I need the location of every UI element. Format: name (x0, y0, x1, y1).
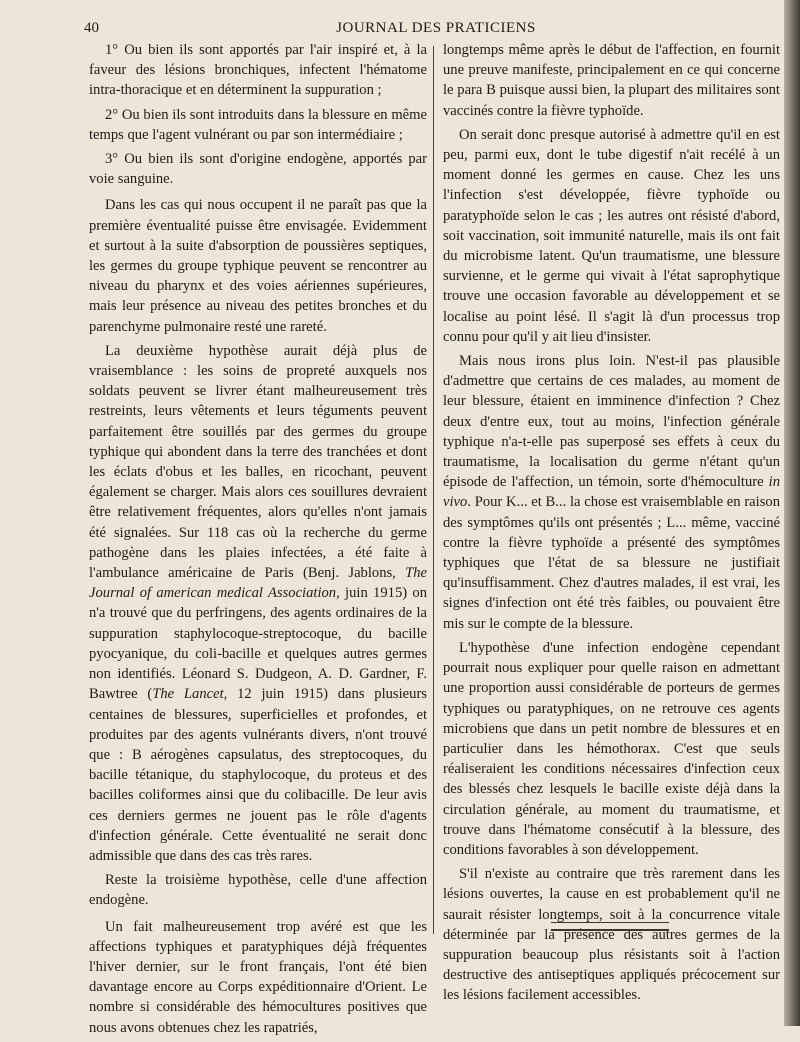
column-rule (433, 46, 434, 934)
text-run: . Pour K... et B... la chose est vraisemblable en raison des symptômes qu'ils ont présentés ; L... même, vacciné contre la fièvre typhoïde a présenté des symptômes typhiques que l'état de sa blessure ne justifiait qu'insuffisamment. Chez d'autres malades, il est vrai, les signes d'infection ont été très faibles, ou pouvaient être mis sur le compte de la blessure. (443, 494, 780, 632)
latin-term: in vivo (443, 474, 780, 511)
paragraph: Dans les cas qui nous occupent il ne paraît pas que la première éventualité puisse être envisagée. Evidemment et surtout à la suite d'absorption de poussières septiques, les germes du groupe typhique peuvent se rencontrer au niveau du pharynx et des voies aériennes supérieures, mais leur présence au niveau des petites bronches et du parenchyme pulmonaire resté une rareté. (89, 197, 427, 335)
page-binding-edge (784, 0, 800, 1026)
paragraph: longtemps même après le début de l'affection, en fournit une preuve manifeste, principalement en ce qui concerne le para B puisque aussi bien, la plupart des militaires sont vaccinés contre la fièvre typhoïde. (443, 42, 780, 119)
paragraph: S'il n'existe au contraire que très rarement dans les lésions ouvertes, la cause en est probablement qu'il ne saurait résister longtemps, soit à la concurrence vitale déterminée par la présence des autres germes de la suppuration beaucoup plus résistants soit à l'action destructive des antiseptiques appliqués précocement sur les lésions facilement accessibles. (443, 866, 780, 1004)
paragraph: Un fait malheureusement trop avéré est que les affections typhiques et paratyphiques déjà fréquentes l'hiver dernier, sur le front français, l'ont été bien davantage encore au Corps expéditionnaire d'Orient. Le nombre si considérable des hémocultures positives que nous avons obtenues chez les rapatriés, (89, 918, 427, 1036)
paragraph: 3° Ou bien ils sont d'origine endogène, apportés par voie sanguine. (89, 151, 427, 188)
journal-title: JOURNAL DES PRATICIENS (336, 20, 536, 36)
paragraph: On serait donc presque autorisé à admettre qu'il en est peu, parmi eux, dont le tube digestif n'ait recélé à un moment donné les germes en cause. Chez les uns l'infection s'est développée, fièvre typhoïde ou paratyphoïde selon le cas ; les autres ont résisté d'abord, soit vaccination, soit immunité naturelle, mais ils ont fait du microbisme latent. Qu'un traumatisme, une blessure survienne, et le germe qui vivait à l'état saprophytique trouve une occasion favorable au développement et se localise au point lésé. Il s'agit là d'un processus trop connu pour qu'il y ait lieu d'insister. (443, 126, 780, 345)
left-column (89, 40, 427, 1042)
text-run: , 12 juin 1915) dans plusieurs centaines de blessures, superficielles et profondes, et produites par des agents vulnérants divers, n'ont trouvé que : B aérogènes capsulatus, des streptocoques, du bacille tétanique, du staphylocoque, du proteus et des bacilles coliformes ainsi que du colibacille. De leur avis ces derniers germes ne jouent pas le rôle d'agents d'infection générale. Cette éventualité ne serait donc admissible que dans des cas très rares. (89, 686, 427, 864)
paragraph: Reste la troisième hypothèse, celle d'une affection endogène. (89, 872, 427, 909)
citation-title: The Journal of american medical Association (89, 565, 427, 602)
paragraph: L'hypothèse d'une infection endogène cependant pourrait nous expliquer pour quelle raison en admettant une proportion aussi considérable de porteurs de germes typhiques ou paratyphiques, on ne retrouve ces agents microbiens que dans un petit nombre de blessures et en particulier dans les hémothorax. C'est que seuls réaliseraient les conditions nécessaires d'infection ceux des blessés chez lesquels le bacille existe déjà dans la circulation générale, au moment du traumatisme, et trouve dans l'hématome consécutif à la blessure, des conditions favorables à son développement. (443, 639, 780, 858)
text-run: Mais nous irons plus loin. N'est-il pas plausible d'admettre que certains de ces malades, au moment de leur blessure, étaient en imminence d'infection ? Chez deux d'entre eux, tout au moins, l'infection générale typhique n'a-t-elle pas superposé ses effets à ceux du traumatisme, la localisation du germe n'étant qu'un épisode de l'affection, un témoin, sorte d'hémoculture (443, 353, 780, 491)
paragraph: 1° Ou bien ils sont apportés par l'air inspiré et, à la faveur des lésions bronchiques, infectent l'hématome intra-thoracique et en déterminent la suppuration ; (89, 42, 427, 99)
paragraph: 2° Ou bien ils sont introduits dans la blessure en même temps que l'agent vulnérant ou par son intermédiaire ; (89, 106, 427, 143)
paragraph (443, 351, 780, 634)
end-ornament-rule (551, 922, 669, 931)
text-run: , juin 1915) on n'a trouvé que du perfringens, des agents ordinaires de la suppuration staphylocoque-streptocoque, du bacille pyocyanique, du coli-bacille et quelques autres germes non identifiés. Léonard S. Dudgeon, A. D. Gardner, F. Bawtree ( (89, 585, 427, 703)
citation-title: The Lancet (152, 686, 224, 703)
paragraph (89, 341, 427, 866)
page-number: 40 (84, 20, 99, 36)
right-column (443, 40, 780, 1010)
text-run: La deuxième hypothèse aurait déjà plus de vraisemblance : les soins de propreté auxquels nos soldats peuvent se livrer étant malheureusement très restreints, leurs vêtements et leurs téguments peuvent parfaitement être souillés par des germes du groupe typhique qui abondent dans la terre des tranchées et dont les éclats d'obus et les balles, en ricochant, peuvent également se charger. Mais alors ces souillures devraient être relativement fréquentes, alors qu'elles n'ont jamais été signalées. Sur 118 cas où la recherche du germe pathogène dans les plaies infectées, a été faite à l'ambulance américaine de Paris (Benj. Jablons, (89, 342, 427, 582)
